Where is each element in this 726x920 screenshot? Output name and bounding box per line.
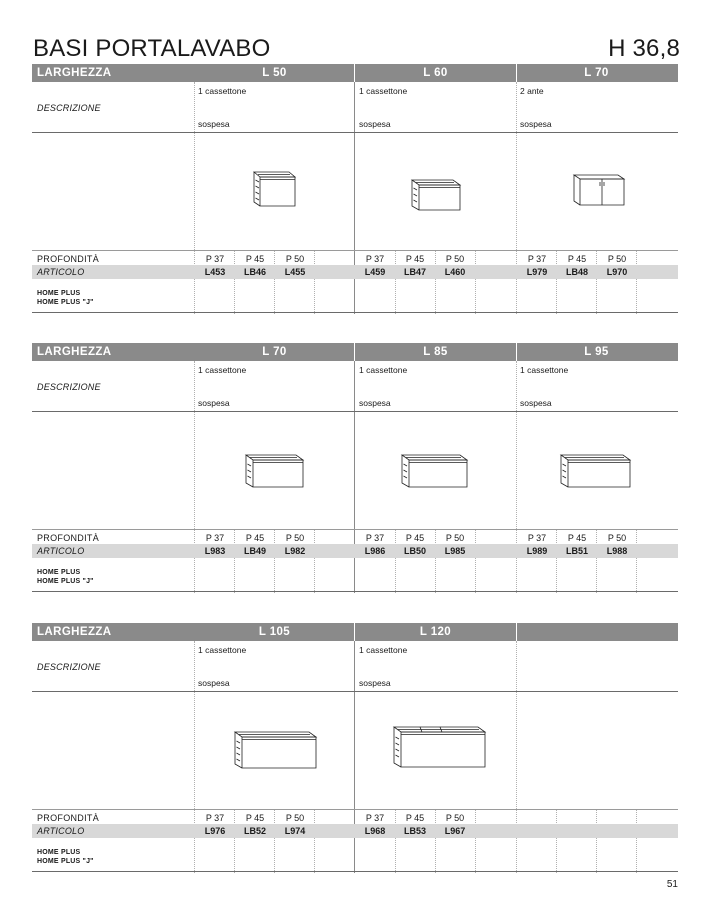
depth-value: P 50 — [285, 254, 305, 264]
mounting-line: sospesa — [198, 119, 230, 129]
depth-value: P 45 — [567, 254, 587, 264]
column-divider — [194, 82, 195, 314]
mounting-line: sospesa — [198, 678, 230, 688]
description-line: 2 ante — [520, 86, 544, 96]
profondita-label: PROFONDITÀ — [37, 254, 100, 264]
column-divider — [516, 641, 517, 873]
depth-value: P 45 — [245, 533, 265, 543]
width-label: L 120 — [419, 626, 452, 638]
subcolumn-divider — [636, 809, 637, 873]
depth-value: P 50 — [607, 254, 627, 264]
column-divider — [516, 82, 517, 314]
column-divider — [194, 361, 195, 593]
page-header — [32, 34, 678, 64]
article-code: L970 — [606, 267, 628, 277]
mounting-line: sospesa — [198, 398, 230, 408]
article-code: L976 — [204, 826, 226, 836]
article-code: LB52 — [243, 826, 266, 836]
descrizione-label: DESCRIZIONE — [37, 662, 101, 672]
page-number: 51 — [666, 879, 678, 890]
depth-value: P 45 — [405, 813, 425, 823]
depth-value: P 37 — [205, 254, 225, 264]
row-divider — [32, 250, 678, 251]
description-line: 1 cassettone — [520, 365, 569, 375]
subcolumn-divider — [475, 250, 476, 314]
home-plus-label — [37, 289, 94, 307]
single-drawer-cabinet-icon — [231, 728, 321, 772]
articolo-label: ARTICOLO — [37, 546, 85, 556]
single-drawer-cabinet-icon — [408, 176, 464, 214]
column-divider — [194, 641, 195, 873]
depth-value: P 50 — [285, 533, 305, 543]
article-code: LB53 — [403, 826, 426, 836]
single-drawer-cabinet-icon — [398, 451, 472, 491]
column-divider — [354, 361, 355, 593]
depth-value: P 37 — [205, 813, 225, 823]
article-code: LB46 — [243, 267, 266, 277]
width-label: L 50 — [262, 67, 287, 79]
depth-value: P 37 — [527, 254, 547, 264]
larghezza-label: LARGHEZZA — [37, 626, 112, 638]
article-code: L985 — [444, 546, 466, 556]
home-plus-line: HOME PLUS — [37, 290, 81, 297]
article-code: L974 — [284, 826, 306, 836]
description-line: 1 cassettone — [198, 86, 247, 96]
depth-value: P 50 — [445, 254, 465, 264]
article-code: L967 — [444, 826, 466, 836]
depth-value: P 37 — [365, 254, 385, 264]
row-divider — [32, 132, 678, 133]
description-line: 1 cassettone — [198, 365, 247, 375]
home-plus-label — [37, 848, 94, 866]
column-divider — [354, 82, 355, 314]
row-divider — [32, 529, 678, 530]
column-divider — [354, 641, 355, 873]
article-code: LB49 — [243, 546, 266, 556]
two-door-cabinet-icon — [570, 172, 628, 208]
subcolumn-divider — [596, 809, 597, 873]
article-code: L460 — [444, 267, 466, 277]
description-line: 1 cassettone — [359, 645, 408, 655]
width-label: L 95 — [584, 346, 609, 358]
depth-value: P 45 — [245, 254, 265, 264]
depth-value: P 45 — [245, 813, 265, 823]
depth-value: P 45 — [405, 254, 425, 264]
article-code: L455 — [284, 267, 306, 277]
depth-value: P 45 — [567, 533, 587, 543]
page-title: BASI PORTALAVABO — [33, 35, 271, 62]
larghezza-label: LARGHEZZA — [37, 346, 112, 358]
depth-value: P 50 — [445, 813, 465, 823]
depth-value: P 50 — [607, 533, 627, 543]
mounting-line: sospesa — [520, 119, 552, 129]
width-label: L 70 — [262, 346, 287, 358]
header-divider — [516, 64, 517, 82]
article-code: L979 — [526, 267, 548, 277]
section-2 — [32, 343, 678, 593]
depth-value: P 45 — [405, 533, 425, 543]
mounting-line: sospesa — [359, 678, 391, 688]
header-divider — [516, 343, 517, 361]
depth-value: P 37 — [205, 533, 225, 543]
header-divider — [516, 623, 517, 641]
header-divider — [354, 623, 355, 641]
article-code: LB47 — [403, 267, 426, 277]
article-code: L989 — [526, 546, 548, 556]
row-divider — [32, 312, 678, 313]
article-code: L982 — [284, 546, 306, 556]
descrizione-label: DESCRIZIONE — [37, 103, 101, 113]
descrizione-label: DESCRIZIONE — [37, 382, 101, 392]
header-divider — [354, 343, 355, 361]
home-plus-line: HOME PLUS — [37, 569, 81, 576]
larghezza-label: LARGHEZZA — [37, 67, 112, 79]
home-plus-j-line: HOME PLUS "J" — [37, 858, 94, 865]
row-divider — [32, 411, 678, 412]
article-code: L988 — [606, 546, 628, 556]
single-drawer-cabinet-icon — [242, 451, 308, 491]
profondita-label: PROFONDITÀ — [37, 813, 100, 823]
home-plus-label — [37, 568, 94, 586]
mounting-line: sospesa — [359, 119, 391, 129]
width-label: L 85 — [423, 346, 448, 358]
article-code: LB51 — [565, 546, 588, 556]
home-plus-j-line: HOME PLUS "J" — [37, 578, 94, 585]
depth-value: P 50 — [445, 533, 465, 543]
home-plus-line: HOME PLUS — [37, 849, 81, 856]
depth-value: P 50 — [285, 813, 305, 823]
single-drawer-cabinet-icon — [390, 723, 490, 771]
subcolumn-divider — [556, 809, 557, 873]
articolo-label: ARTICOLO — [37, 826, 85, 836]
subcolumn-divider — [475, 529, 476, 593]
description-line: 1 cassettone — [198, 645, 247, 655]
description-line: 1 cassettone — [359, 86, 408, 96]
article-code: L986 — [364, 546, 386, 556]
mounting-line: sospesa — [520, 398, 552, 408]
subcolumn-divider — [475, 809, 476, 873]
depth-value: P 37 — [527, 533, 547, 543]
article-code: L459 — [364, 267, 386, 277]
depth-value: P 37 — [365, 813, 385, 823]
article-code: L968 — [364, 826, 386, 836]
mounting-line: sospesa — [359, 398, 391, 408]
single-drawer-cabinet-icon — [557, 451, 635, 491]
section-1 — [32, 64, 678, 314]
column-divider — [516, 361, 517, 593]
article-code: L453 — [204, 267, 226, 277]
depth-value: P 37 — [365, 533, 385, 543]
home-plus-j-line: HOME PLUS "J" — [37, 299, 94, 306]
row-divider — [32, 591, 678, 592]
width-label: L 60 — [423, 67, 448, 79]
article-code: L983 — [204, 546, 226, 556]
article-code: LB48 — [565, 267, 588, 277]
width-label: L 105 — [258, 626, 291, 638]
articolo-label: ARTICOLO — [37, 267, 85, 277]
header-divider — [354, 64, 355, 82]
section-3 — [32, 623, 678, 873]
row-divider — [32, 691, 678, 692]
width-label: L 70 — [584, 67, 609, 79]
row-divider — [32, 871, 678, 872]
single-drawer-cabinet-icon — [249, 167, 301, 209]
article-code: LB50 — [403, 546, 426, 556]
row-divider — [32, 809, 678, 810]
description-line: 1 cassettone — [359, 365, 408, 375]
height-label: H 36,8 — [608, 35, 680, 62]
profondita-label: PROFONDITÀ — [37, 533, 100, 543]
